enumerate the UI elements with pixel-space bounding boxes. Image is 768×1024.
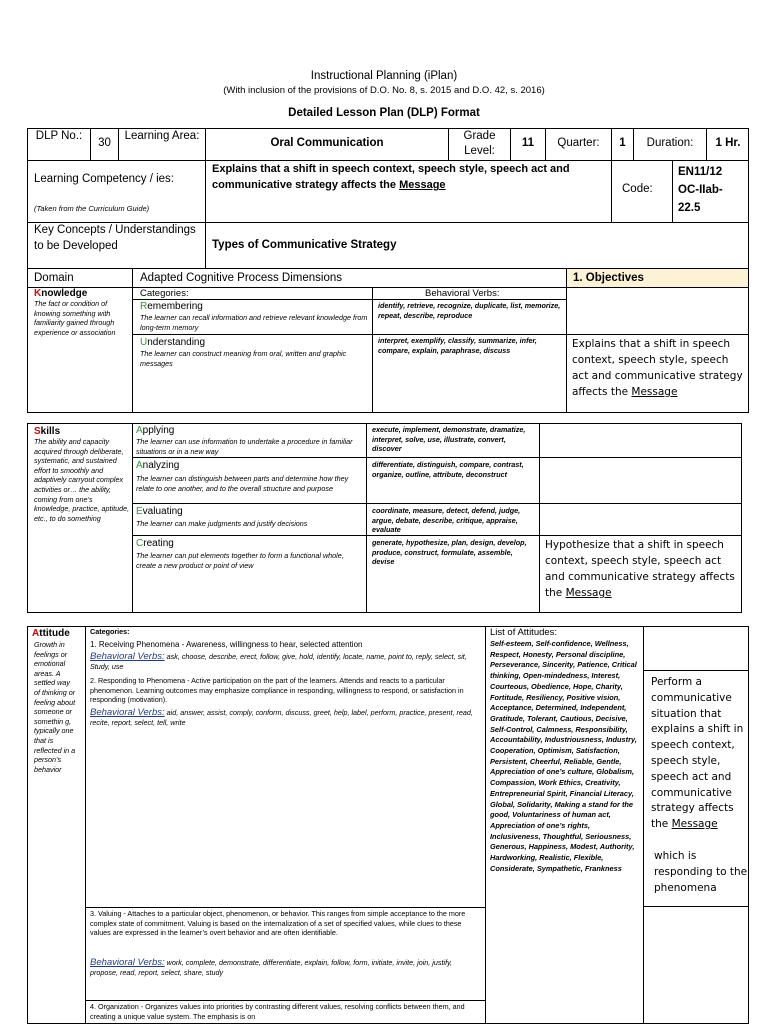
understanding-title: Understanding [140, 337, 206, 348]
learning-area-label: Learning Area: [124, 130, 200, 142]
objective-attitude: Perform a communicative situation that explains a shift in speech context, speech style, speech act and communicative strategy affects the Message [651, 676, 744, 831]
remembering-verbs: identify, retrieve, recognize, duplicate, list, memorize, repeat, describe, reproduce [378, 301, 561, 320]
competency-text: Explains that a shift in speech context, speech style, speech act and communicative strategy affects the Message [212, 163, 570, 191]
valuing-verbs: Behavioral Verbs: work, complete, demonstrate, differentiate, explain, follow, form, initiate, invite, join, justify, propose, read, report, select, share, study [90, 957, 453, 977]
dlp-no-label: DLP No.: [35, 130, 83, 142]
knowledge-desc: The fact or condition of knowing something with familiarity gained through experience or association [34, 299, 116, 337]
code-label: Code: [622, 183, 653, 195]
receiving-verbs: Behavioral Verbs: ask, choose, describe, erect, follow, give, hold, identify, locate, name, point to, reply, select, sit, Study, use [90, 651, 467, 671]
doc-subtitle: (With inclusion of the provisions of D.O. No. 8, s. 2015 and D.O. 42, s. 2016) [223, 85, 545, 96]
attitude-title: Attitude [32, 628, 70, 639]
remembering-title: Remembering [140, 301, 203, 312]
applying-title: Applying [136, 425, 175, 436]
code-value: EN11/12 OC-IIab-22.5 [678, 166, 723, 214]
analyzing-verbs: differentiate, distinguish, compare, contrast, organize, outline, attribute, deconstruct [372, 460, 524, 479]
quarter-value: 1 [619, 137, 626, 149]
understanding-desc: The learner can construct meaning from oral, written and graphic messages [140, 349, 347, 368]
categories-label: Categories: [140, 288, 189, 299]
grade-level-label: Grade Level: [463, 130, 496, 157]
applying-desc: The learner can use information to undertake a procedure in familiar situations or in a new way [136, 437, 353, 456]
competency-label: Learning Competency / ies: [34, 173, 174, 185]
attitudes-list-label: List of Attitudes: [490, 627, 558, 638]
creating-desc: The learner can put elements together to form a functional whole, create a new product or point of view [136, 551, 344, 570]
responding-phenomena: 2. Responding to Phenomena - Active participation on the part of the learners. Attends and reacts to a particular phenomenon. Learning outcomes may emphasize compliance in responding, willingness to respond, or satisfaction in responding (motivation). [90, 676, 464, 705]
domain-header: Domain [34, 272, 74, 284]
duration-label: Duration: [646, 137, 694, 149]
organization: 4. Organization - Organizes values into priorities by contrasting different values, resolving conflicts between them, and creating a unique value system. The emphasis is on [90, 1002, 465, 1021]
evaluating-title: Evaluating [136, 506, 183, 517]
creating-verbs: generate, hypothesize, plan, design, develop, produce, construct, formulate, assemble, devise [372, 538, 527, 567]
analyzing-desc: The learner can distinguish between parts and determine how they relate to one another, and to the overall structure and purpose [136, 474, 349, 493]
quarter-label: Quarter: [557, 137, 600, 149]
attitude-categories-label: Categories: [90, 627, 130, 636]
knowledge-title: Knowledge [34, 288, 88, 299]
behavioral-verbs-label: Behavioral Verbs: [425, 288, 500, 299]
acpd-header: Adapted Cognitive Process Dimensions [140, 272, 342, 284]
analyzing-title: Analyzing [136, 460, 180, 471]
key-concepts-label: Key Concepts / Understandings to be Developed [34, 224, 196, 252]
objective-knowledge: Explains that a shift in speech context, speech style, speech act and communicative strategy affects the Message [572, 338, 743, 398]
evaluating-desc: The learner can make judgments and justify decisions [136, 519, 308, 528]
learning-area-value: Oral Communication [270, 137, 384, 149]
receiving-phenomena: 1. Receiving Phenomena - Awareness, willingness to hear, selected attention [90, 640, 363, 649]
key-concepts-value: Types of Communicative Strategy [212, 239, 397, 251]
skills-title: Skills [34, 426, 61, 437]
attitude-desc: Growth in feelings or emotional areas. A settled way of thinking or feeling about someone or somethin g, typically one that is reflected in a person’s behavior [34, 640, 76, 774]
dlp-no-value: 30 [98, 137, 111, 149]
grade-level-value: 11 [521, 137, 535, 149]
understanding-verbs: interpret, exemplify, classify, summarize, infer, compare, explain, paraphrase, discuss [378, 336, 537, 355]
responding-verbs: Behavioral Verbs: aid, answer, assist, comply, conform, discuss, greet, help, label, perform, practice, present, read, recite, report, select, tell, write [90, 707, 473, 727]
remembering-desc: The learner can recall information and retrieve relevant knowledge from long-term memory [140, 313, 368, 332]
doc-title: Instructional Planning (iPlan) [310, 70, 458, 82]
objective-skills: Hypothesize that a shift in speech context, speech style, speech act and communicative strategy affects the Message [545, 539, 735, 599]
attitudes-list: Self-esteem, Self-confidence, Wellness, Respect, Honesty, Personal discipline, Perseverance, Sincerity, Patience, Critical thinking, Open-mindedness, Interest, Courteous, Obedience, Hope, Charity, Fortitude, Resiliency, Positive vision, Acceptance, Determined, Independent, Gratitude, Tolerant, Cautious, Decisive, Self-Control, Calmness, Responsibility, Accountability, Industriousness, Industry, Cooperation, Optimism, Satisfaction, Persistent, Cheerful, Reliable, Gentle, Appreciation of one’s culture, Globalism, Compassion, Work Ethics, Creativity, Entrepreneurial Spirit, Financial Literacy, Global, Solidarity, Making a stand for the good, Voluntariness of human act, Appreciation of one’s rights, Inclusiveness, Thoughtful, Seriousness, Generous, Happiness, Modest, Authority, Hardworking, Realistic, Flexible, Considerate, Sympathetic, Frankness [490, 639, 637, 873]
valuing: 3. Valuing - Attaches to a particular object, phenomenon, or behavior. This ranges from simple acceptance to the more complex state of commitment. Valuing is based on the internalization of a set of specified values, while clues to these values are expressed in the learner’s overt behavior and are often identifiable. [90, 909, 466, 938]
evaluating-verbs: coordinate, measure, detect, defend, judge, argue, debate, describe, critique, appraise, evaluate [372, 506, 521, 535]
objective-attitude-tail: which is responding to the phenomena [654, 850, 748, 894]
skills-desc: The ability and capacity acquired through deliberate, systematic, and sustained effort to smoothly and adaptively carryout complex activities or… the ability, coming from one’s knowledge, practice, aptitude, etc., to do something [34, 437, 130, 523]
applying-verbs: execute, implement, demonstrate, dramatize, interpret, solve, use, illustrate, convert, discover [372, 425, 526, 454]
duration-value: 1 Hr. [715, 137, 741, 149]
competency-note: (Taken from the Curriculum Guide) [34, 204, 150, 213]
doc-format: Detailed Lesson Plan (DLP) Format [288, 107, 480, 119]
objectives-header: 1. Objectives [573, 272, 644, 284]
creating-title: Creating [136, 538, 174, 549]
